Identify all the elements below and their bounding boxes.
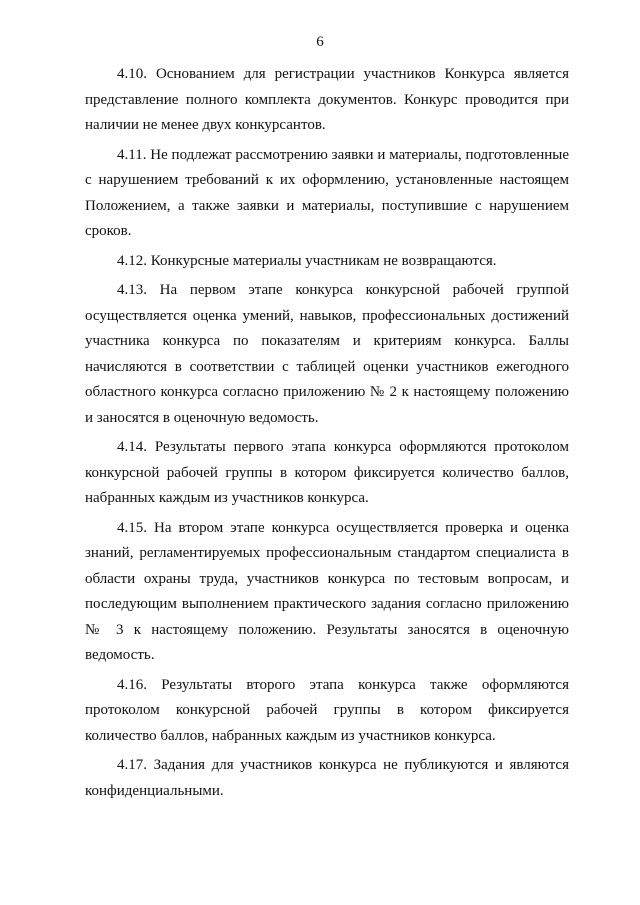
paragraph-4-13: 4.13. На первом этапе конкурса конкурсной рабочей группой осуществляется оценка умений, навыков, профессиональных достижений участника конкурса по показателям и критериям конкурса. Баллы начисляются в соответствии с таблицей оценки участников ежегодного областного конкурса согласно приложению № 2 к настоящему положению и заносятся в оценочную ведомость.	[85, 282, 569, 426]
document-body	[85, 62, 569, 808]
paragraph-4-12: 4.12. Конкурсные материалы участникам не возвращаются.	[117, 252, 497, 269]
paragraph-4-15: 4.15. На втором этапе конкурса осуществляется проверка и оценка знаний, регламентируемых профессиональным стандартом специалиста в области охраны труда, участников конкурса по тестовым вопросам, и последующим выполнением практического задания согласно приложению № 3 к настоящему положению. Результаты заносятся в оценочную ведомость.	[85, 519, 569, 663]
page-number: 6	[316, 34, 324, 50]
paragraph-4-14: 4.14. Результаты первого этапа конкурса оформляются протоколом конкурсной рабочей группы в котором фиксируется количество баллов, набранных каждым из участников конкурса.	[85, 439, 569, 506]
paragraph-4-17: 4.17. Задания для участников конкурса не публикуются и являются конфиденциальными.	[85, 757, 569, 799]
paragraph-4-10: 4.10. Основанием для регистрации участников Конкурса является представление полного комплекта документов. Конкурс проводится при наличии не менее двух конкурсантов.	[85, 66, 569, 133]
paragraph-4-16: 4.16. Результаты второго этапа конкурса также оформляются протоколом конкурсной рабочей группы в котором фиксируется количество баллов, набранных каждым из участников конкурса.	[85, 676, 569, 744]
paragraph-4-11: 4.11. Не подлежат рассмотрению заявки и материалы, подготовленные с нарушением требований к их оформлению, установленные настоящем Положением, а также заявки и материалы, поступившие с нарушением сроков.	[85, 146, 569, 239]
